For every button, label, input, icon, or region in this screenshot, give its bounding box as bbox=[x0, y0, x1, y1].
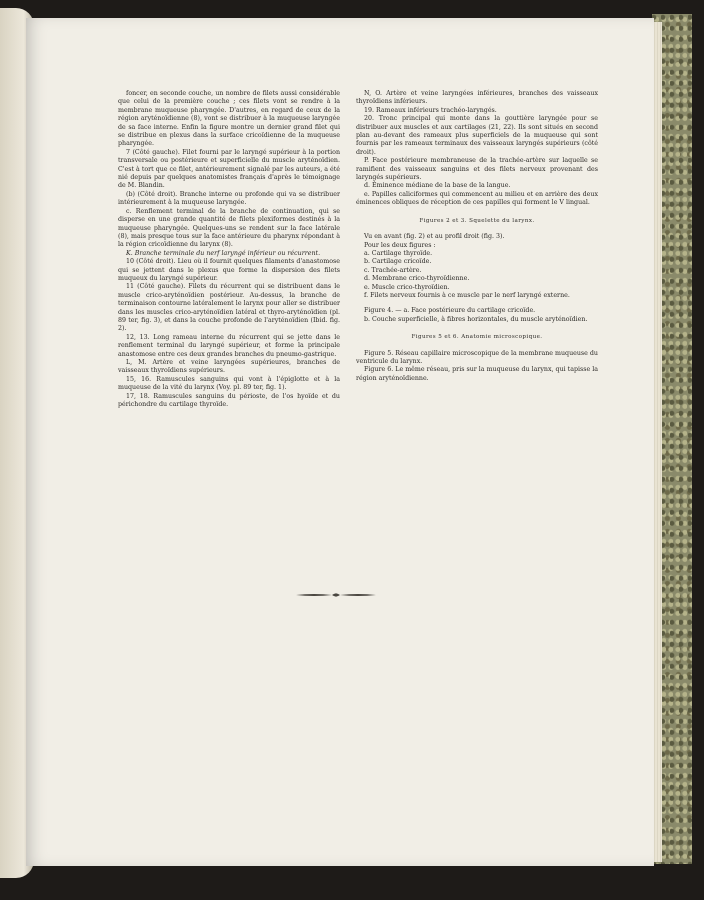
list-item: d. Membrane crico-thyroïdienne. bbox=[364, 275, 470, 283]
paragraph: N, O. Artère et veine laryngées inférieures, branches des vaisseaux thyroïdiens inférieurs. bbox=[356, 90, 598, 106]
right-column bbox=[356, 90, 598, 383]
list-item: Pour les deux figures : bbox=[364, 241, 436, 249]
paragraph: L, M. Artère et veine laryngées supérieures, branches de vaisseaux thyroïdiens supérieurs. bbox=[118, 359, 340, 375]
paragraph: 19. Rameaux inférieurs trachéo-laryngés. bbox=[364, 106, 497, 114]
list-item: b. Cartilage cricoïde. bbox=[364, 258, 432, 266]
section-heading: Figures 5 et 6. Anatomie microscopique. bbox=[411, 334, 543, 341]
book-page bbox=[26, 18, 654, 866]
list-item: f. Filets nerveux fournis à ce muscle par le nerf laryngé externe. bbox=[364, 291, 570, 299]
paragraph: 15, 16. Ramuscules sanguins qui vont à l'épiglotte et à la muqueuse de la vité du larynx (Voy. pl. 89 ter, fig. 1). bbox=[118, 375, 340, 392]
paragraph: K. Branche terminale du nerf laryngé inférieur ou récurrent. bbox=[126, 249, 321, 257]
paragraph: 10 (Côté droit). Lieu où il fournit quelques filaments d'anastomose qui se jettent dans le plexus que forme la dispersion des filets muqueux du laryngé supérieur. bbox=[118, 258, 340, 282]
paragraph: 11 (Côté gauche). Filets du récurrent qui se distribuent dans le muscle crico-aryténoïdien postérieur. Au-dessus, la branche de terminaison contourne latéralement le larynx pour aller se distribuer dans les muscles crico-aryténoïdien latéral et thyro-aryténoïdien (pl. 89 ter, fig. 3), et dans la couche profonde de l'aryténoïdien (Ibid. fig. 2). bbox=[118, 283, 340, 333]
paragraph: 20. Tronc principal qui monte dans la gouttière laryngée pour se distribuer aux muscles et aux cartilages (21, 22). Ils sont situés en second plan au-devant des rameaux plus superficiels de la muqueuse qui sont fournis par les rameaux terminaux des vaisseaux laryngés supérieurs (côté droit). bbox=[356, 115, 598, 156]
paragraph: (b) (Côté droit). Branche interne ou profonde qui va se distribuer intérieurement à la muqueuse laryngée. bbox=[118, 190, 340, 207]
paragraph: d. Éminence médiane de la base de la langue. bbox=[364, 182, 511, 190]
list-item: a. Cartilage thyroïde. bbox=[364, 249, 433, 257]
list-item: Figure 4. — a. Face postérieure du cartilage cricoïde. bbox=[364, 307, 536, 315]
decorative-rule bbox=[294, 590, 378, 600]
paragraph: P. Face postérieure membraneuse de la trachée-artère sur laquelle se ramifient des vaisseaux sanguins et des filets nerveux provenant des laryngés supérieurs. bbox=[356, 157, 598, 182]
paragraph: 17, 18. Ramuscules sanguins du périoste, de l'os hyoïde et du périchondre du cartilage thyroïde. bbox=[118, 392, 340, 409]
list-item: b. Couche superficielle, à fibres horizontales, du muscle aryténoïdien. bbox=[364, 315, 588, 323]
paragraph: foncer, en seconde couche, un nombre de filets aussi considérable que celui de la première couche ; ces filets vont se rendre à la membrane muqueuse pharyngée. D'autres, en regard de ceux de la région aryténoïdienne (8), vont se distribuer à la muqueuse laryngée de sa face interne. Enfin la figure montre un dernier grand filet qui se distribue en plexus dans la surface cricoïdienne de la muqueuse pharyngée. bbox=[118, 90, 340, 148]
list-item: Figure 5. Réseau capillaire microscopique de la membrane muqueuse du ventricule du larynx. bbox=[356, 349, 598, 365]
paragraph: 12, 13. Long rameau interne du récurrent qui se jette dans le renflement terminal du laryngé supérieur, et forme la principale anastomose entre ces deux grandes branches du pneumo-gastrique. bbox=[118, 333, 340, 358]
list-item: Figure 6. Le même réseau, pris sur la muqueuse du larynx, qui tapisse la région aryténoïdienne. bbox=[356, 366, 598, 382]
paragraph: e. Papilles caliciformes qui commencent au milieu et en arrière des deux éminences obliques de réception de ces papilles qui forment le V lingual. bbox=[356, 190, 598, 207]
list-item: Vu en avant (fig. 2) et au profil droit (fig. 3). bbox=[364, 233, 505, 241]
list-item: e. Muscle crico-thyroïdien. bbox=[364, 283, 450, 291]
list-item: c. Trachée-artère. bbox=[364, 266, 422, 274]
paragraph: 7 (Côté gauche). Filet fourni par le laryngé supérieur à la portion transversale ou postérieure et superficielle du muscle aryténoïdien. C'est à tort que ce filet, antérieurement signalé par les auteurs, a été nié depuis par quelques anatomistes français d'après le témoignage de M. Blandin. bbox=[118, 148, 340, 190]
section-heading: Figures 2 et 3. Squelette du larynx. bbox=[419, 217, 535, 224]
left-column bbox=[118, 90, 340, 409]
paragraph: c. Renflement terminal de la branche de continuation, qui se disperse en une grande quantité de filets plexiformes destinés à la muqueuse pharyngée. Quelques-uns se rendent sur la face latérale (8), mais presque tous sur la face antérieure du pharynx répondant à la région cricoïdienne du larynx (8). bbox=[118, 207, 340, 249]
